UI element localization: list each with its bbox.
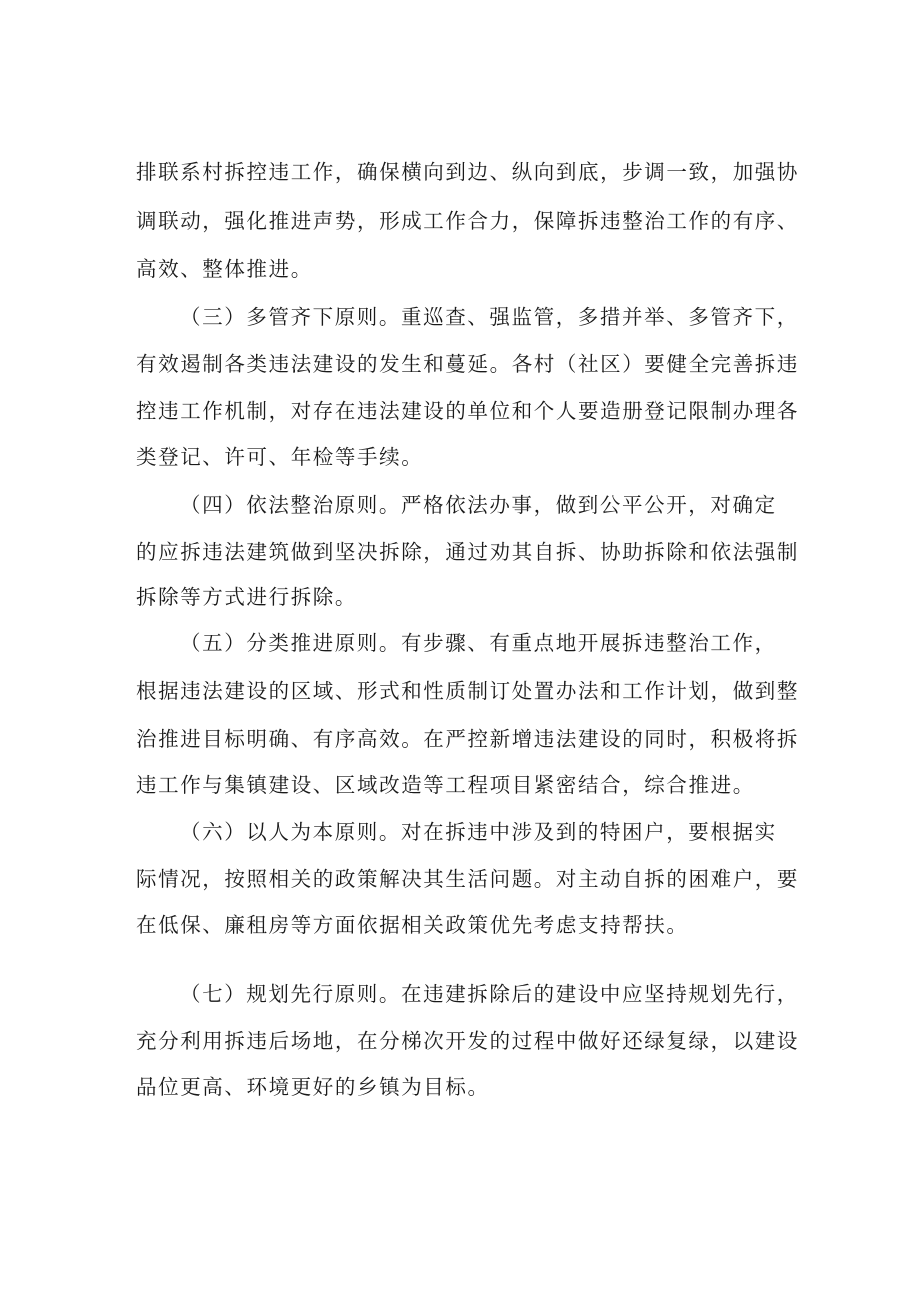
paragraph-line: 有效遏制各类违法建设的发生和蔓延。各村（社区）要健全完善拆违 xyxy=(136,352,799,376)
paragraph-line: 品位更高、环境更好的乡镇为目标。 xyxy=(136,1075,490,1099)
paragraph-line: （七）规划先行原则。在违建拆除后的建设中应坚持规划先行， xyxy=(180,982,799,1006)
paragraph-line: 充分利用拆违后场地，在分梯次开发的过程中做好还绿复绿，以建设 xyxy=(136,1029,799,1053)
paragraph-line: 违工作与集镇建设、区域改造等工程项目紧密结合，综合推进。 xyxy=(136,773,755,797)
paragraph-line: 际情况，按照相关的政策解决其生活问题。对主动自拆的困难户，要 xyxy=(136,867,799,891)
paragraph-line: 根据违法建设的区域、形式和性质制订处置办法和工作计划，做到整 xyxy=(136,679,799,703)
paragraph-line: 控违工作机制，对存在违法建设的单位和个人要造册登记限制办理各 xyxy=(136,399,799,423)
paragraph-line: 类登记、许可、年检等手续。 xyxy=(136,445,424,469)
paragraph-line: （五）分类推进原则。有步骤、有重点地开展拆违整治工作， xyxy=(180,631,777,655)
paragraph-line: 在低保、廉租房等方面依据相关政策优先考虑支持帮扶。 xyxy=(136,913,689,937)
paragraph-line: 的应拆违法建筑做到坚决拆除，通过劝其自拆、协助拆除和依法强制 xyxy=(136,540,799,564)
paragraph-line: 高效、整体推进。 xyxy=(136,257,313,281)
paragraph-line: 治推进目标明确、有序高效。在严控新增违法建设的同时，积极将拆 xyxy=(136,727,799,751)
paragraph-line: （六）以人为本原则。对在拆违中涉及到的特困户，要根据实 xyxy=(180,820,777,844)
paragraph-line: （四）依法整治原则。严格依法办事，做到公平公开，对确定 xyxy=(180,493,777,517)
paragraph-line: （三）多管齐下原则。重巡查、强监管，多措并举、多管齐下， xyxy=(180,305,799,329)
paragraph-line: 调联动，强化推进声势，形成工作合力，保障拆违整治工作的有序、 xyxy=(136,209,799,233)
paragraph-line: 排联系村拆控违工作，确保横向到边、纵向到底，步调一致，加强协 xyxy=(136,160,799,184)
paragraph-line: 拆除等方式进行拆除。 xyxy=(136,585,357,609)
